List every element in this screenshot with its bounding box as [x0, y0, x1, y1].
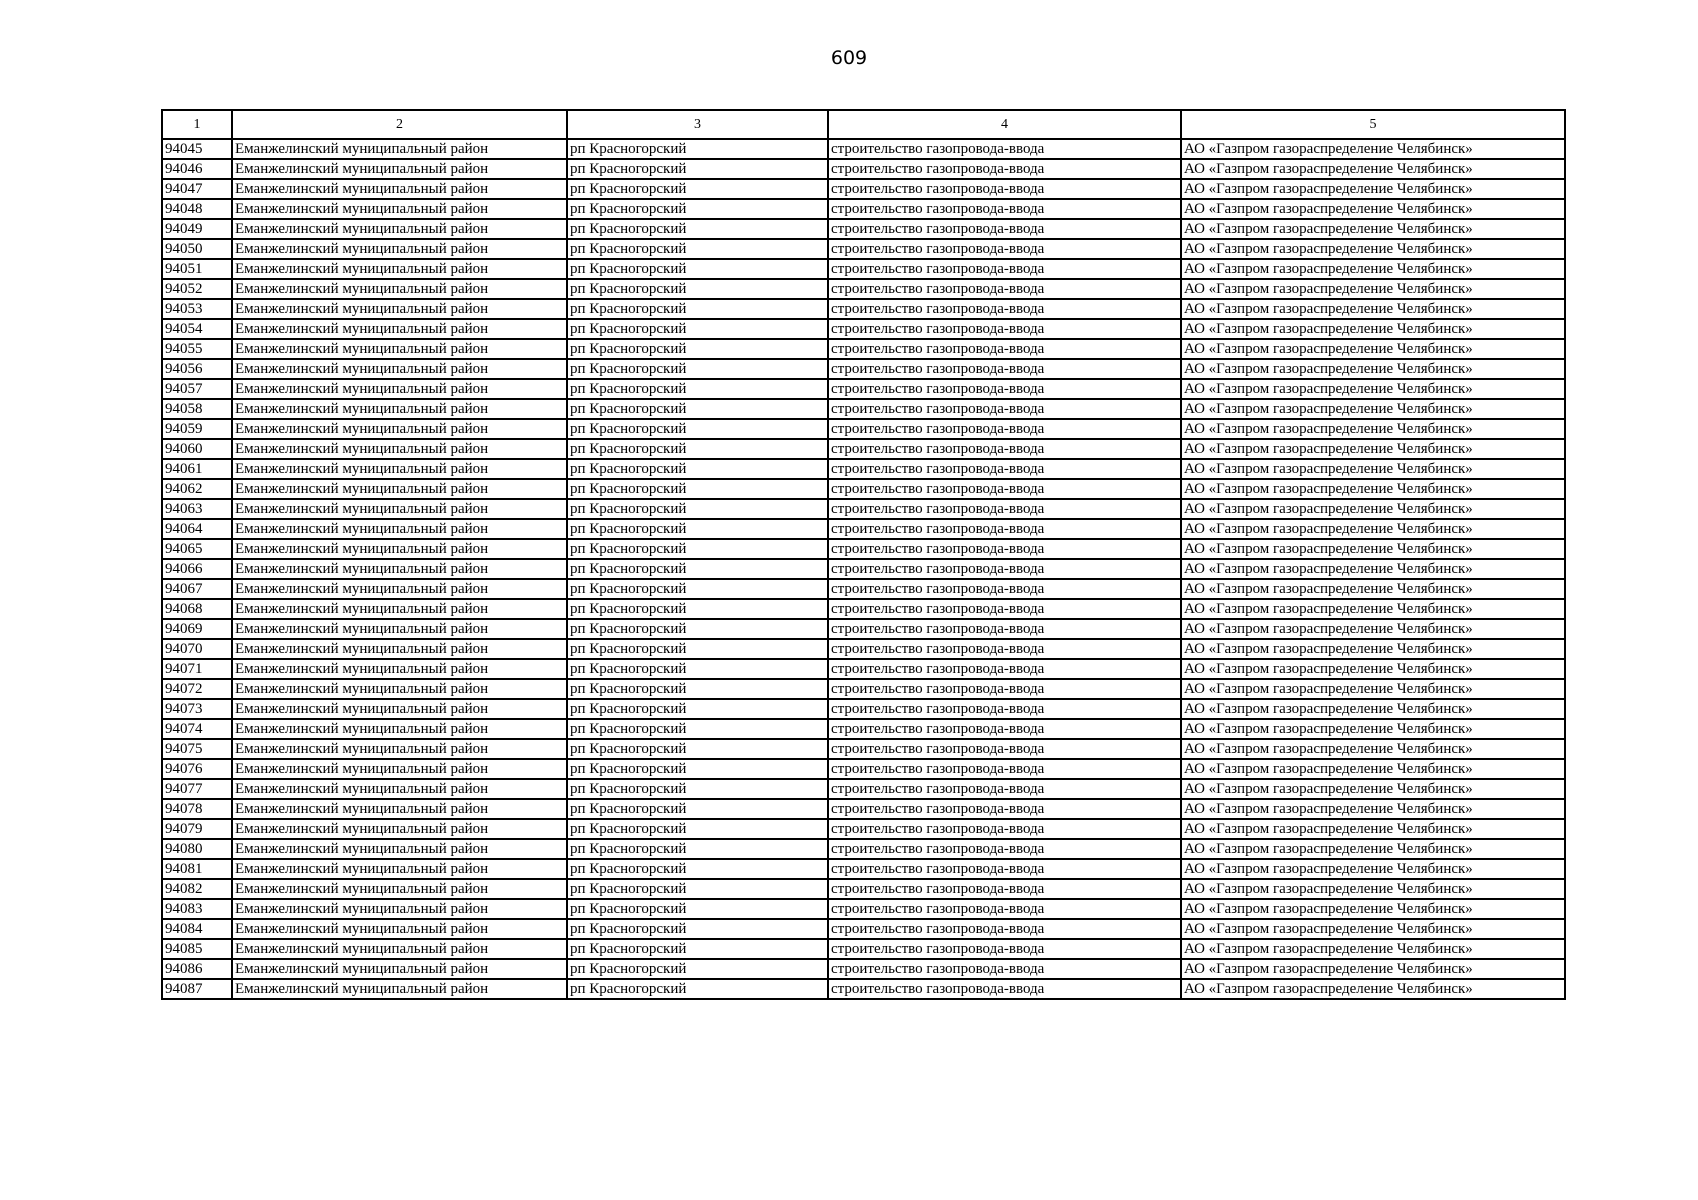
municipal-district-cell: Еманжелинский муниципальный район	[232, 739, 567, 759]
municipal-district-cell: Еманжелинский муниципальный район	[232, 459, 567, 479]
table-row	[162, 779, 1565, 799]
settlement-cell: рп Красногорский	[567, 459, 828, 479]
record-number-cell: 94071	[162, 659, 232, 679]
settlement-cell: рп Красногорский	[567, 419, 828, 439]
record-number-cell: 94075	[162, 739, 232, 759]
organization-cell: АО «Газпром газораспределение Челябинск»	[1181, 459, 1565, 479]
work-type-cell: строительство газопровода-ввода	[828, 779, 1181, 799]
record-number-cell: 94048	[162, 199, 232, 219]
settlement-cell: рп Красногорский	[567, 639, 828, 659]
record-number-cell: 94056	[162, 359, 232, 379]
work-type-cell: строительство газопровода-ввода	[828, 879, 1181, 899]
table-row	[162, 179, 1565, 199]
record-number-cell: 94051	[162, 259, 232, 279]
table-row	[162, 159, 1565, 179]
municipal-district-cell: Еманжелинский муниципальный район	[232, 559, 567, 579]
table-row	[162, 699, 1565, 719]
organization-cell: АО «Газпром газораспределение Челябинск»	[1181, 299, 1565, 319]
municipal-district-cell: Еманжелинский муниципальный район	[232, 539, 567, 559]
settlement-cell: рп Красногорский	[567, 219, 828, 239]
settlement-cell: рп Красногорский	[567, 299, 828, 319]
table-row	[162, 359, 1565, 379]
organization-cell: АО «Газпром газораспределение Челябинск»	[1181, 419, 1565, 439]
settlement-cell: рп Красногорский	[567, 379, 828, 399]
work-type-cell: строительство газопровода-ввода	[828, 299, 1181, 319]
work-type-cell: строительство газопровода-ввода	[828, 819, 1181, 839]
record-number-cell: 94063	[162, 499, 232, 519]
settlement-cell: рп Красногорский	[567, 959, 828, 979]
organization-cell: АО «Газпром газораспределение Челябинск»	[1181, 759, 1565, 779]
work-type-cell: строительство газопровода-ввода	[828, 979, 1181, 999]
table-row	[162, 979, 1565, 999]
record-number-cell: 94072	[162, 679, 232, 699]
organization-cell: АО «Газпром газораспределение Челябинск»	[1181, 519, 1565, 539]
municipal-district-cell: Еманжелинский муниципальный район	[232, 199, 567, 219]
municipal-district-cell: Еманжелинский муниципальный район	[232, 379, 567, 399]
organization-cell: АО «Газпром газораспределение Челябинск»	[1181, 339, 1565, 359]
table-row	[162, 879, 1565, 899]
work-type-cell: строительство газопровода-ввода	[828, 339, 1181, 359]
organization-cell: АО «Газпром газораспределение Челябинск»	[1181, 819, 1565, 839]
settlement-cell: рп Красногорский	[567, 279, 828, 299]
settlement-cell: рп Красногорский	[567, 179, 828, 199]
municipal-district-cell: Еманжелинский муниципальный район	[232, 219, 567, 239]
table-row	[162, 499, 1565, 519]
record-number-cell: 94073	[162, 699, 232, 719]
organization-cell: АО «Газпром газораспределение Челябинск»	[1181, 179, 1565, 199]
record-number-cell: 94069	[162, 619, 232, 639]
record-number-cell: 94067	[162, 579, 232, 599]
settlement-cell: рп Красногорский	[567, 679, 828, 699]
record-number-cell: 94049	[162, 219, 232, 239]
record-number-cell: 94086	[162, 959, 232, 979]
organization-cell: АО «Газпром газораспределение Челябинск»	[1181, 619, 1565, 639]
settlement-cell: рп Красногорский	[567, 739, 828, 759]
municipal-district-cell: Еманжелинский муниципальный район	[232, 299, 567, 319]
record-number-cell: 94079	[162, 819, 232, 839]
settlement-cell: рп Красногорский	[567, 759, 828, 779]
column-header-4: 4	[828, 110, 1181, 139]
settlement-cell: рп Красногорский	[567, 659, 828, 679]
record-number-cell: 94047	[162, 179, 232, 199]
settlement-cell: рп Красногорский	[567, 599, 828, 619]
organization-cell: АО «Газпром газораспределение Челябинск»	[1181, 259, 1565, 279]
settlement-cell: рп Красногорский	[567, 319, 828, 339]
municipal-district-cell: Еманжелинский муниципальный район	[232, 919, 567, 939]
record-number-cell: 94057	[162, 379, 232, 399]
work-type-cell: строительство газопровода-ввода	[828, 579, 1181, 599]
record-number-cell: 94062	[162, 479, 232, 499]
settlement-cell: рп Красногорский	[567, 979, 828, 999]
municipal-district-cell: Еманжелинский муниципальный район	[232, 899, 567, 919]
organization-cell: АО «Газпром газораспределение Челябинск»	[1181, 979, 1565, 999]
settlement-cell: рп Красногорский	[567, 919, 828, 939]
organization-cell: АО «Газпром газораспределение Челябинск»	[1181, 279, 1565, 299]
table-row	[162, 939, 1565, 959]
organization-cell: АО «Газпром газораспределение Челябинск»	[1181, 479, 1565, 499]
settlement-cell: рп Красногорский	[567, 559, 828, 579]
municipal-district-cell: Еманжелинский муниципальный район	[232, 159, 567, 179]
data-table	[161, 109, 1566, 1000]
municipal-district-cell: Еманжелинский муниципальный район	[232, 419, 567, 439]
settlement-cell: рп Красногорский	[567, 519, 828, 539]
work-type-cell: строительство газопровода-ввода	[828, 599, 1181, 619]
organization-cell: АО «Газпром газораспределение Челябинск»	[1181, 919, 1565, 939]
table-row	[162, 259, 1565, 279]
organization-cell: АО «Газпром газораспределение Челябинск»	[1181, 219, 1565, 239]
column-header-3: 3	[567, 110, 828, 139]
header-row	[162, 110, 1565, 139]
record-number-cell: 94084	[162, 919, 232, 939]
work-type-cell: строительство газопровода-ввода	[828, 479, 1181, 499]
settlement-cell: рп Красногорский	[567, 619, 828, 639]
organization-cell: АО «Газпром газораспределение Челябинск»	[1181, 959, 1565, 979]
page-number: 609	[830, 47, 868, 69]
settlement-cell: рп Красногорский	[567, 799, 828, 819]
work-type-cell: строительство газопровода-ввода	[828, 139, 1181, 159]
table-row	[162, 319, 1565, 339]
organization-cell: АО «Газпром газораспределение Челябинск»	[1181, 559, 1565, 579]
table-row	[162, 719, 1565, 739]
organization-cell: АО «Газпром газораспределение Челябинск»	[1181, 839, 1565, 859]
organization-cell: АО «Газпром газораспределение Челябинск»	[1181, 699, 1565, 719]
organization-cell: АО «Газпром газораспределение Челябинск»	[1181, 659, 1565, 679]
municipal-district-cell: Еманжелинский муниципальный район	[232, 659, 567, 679]
record-number-cell: 94081	[162, 859, 232, 879]
record-number-cell: 94070	[162, 639, 232, 659]
organization-cell: АО «Газпром газораспределение Челябинск»	[1181, 539, 1565, 559]
organization-cell: АО «Газпром газораспределение Челябинск»	[1181, 799, 1565, 819]
table-row	[162, 839, 1565, 859]
record-number-cell: 94055	[162, 339, 232, 359]
table-row	[162, 639, 1565, 659]
table-row	[162, 279, 1565, 299]
settlement-cell: рп Красногорский	[567, 819, 828, 839]
settlement-cell: рп Красногорский	[567, 239, 828, 259]
table-row	[162, 959, 1565, 979]
organization-cell: АО «Газпром газораспределение Челябинск»	[1181, 879, 1565, 899]
organization-cell: АО «Газпром газораспределение Челябинск»	[1181, 399, 1565, 419]
table-row	[162, 299, 1565, 319]
record-number-cell: 94050	[162, 239, 232, 259]
municipal-district-cell: Еманжелинский муниципальный район	[232, 579, 567, 599]
municipal-district-cell: Еманжелинский муниципальный район	[232, 359, 567, 379]
organization-cell: АО «Газпром газораспределение Челябинск»	[1181, 359, 1565, 379]
table-row	[162, 479, 1565, 499]
organization-cell: АО «Газпром газораспределение Челябинск»	[1181, 319, 1565, 339]
organization-cell: АО «Газпром газораспределение Челябинск»	[1181, 939, 1565, 959]
table-row	[162, 919, 1565, 939]
settlement-cell: рп Красногорский	[567, 159, 828, 179]
settlement-cell: рп Красногорский	[567, 539, 828, 559]
work-type-cell: строительство газопровода-ввода	[828, 359, 1181, 379]
record-number-cell: 94083	[162, 899, 232, 919]
record-number-cell: 94076	[162, 759, 232, 779]
record-number-cell: 94059	[162, 419, 232, 439]
record-number-cell: 94078	[162, 799, 232, 819]
record-number-cell: 94080	[162, 839, 232, 859]
work-type-cell: строительство газопровода-ввода	[828, 439, 1181, 459]
work-type-cell: строительство газопровода-ввода	[828, 199, 1181, 219]
municipal-district-cell: Еманжелинский муниципальный район	[232, 499, 567, 519]
settlement-cell: рп Красногорский	[567, 199, 828, 219]
settlement-cell: рп Красногорский	[567, 359, 828, 379]
settlement-cell: рп Красногорский	[567, 479, 828, 499]
municipal-district-cell: Еманжелинский муниципальный район	[232, 719, 567, 739]
organization-cell: АО «Газпром газораспределение Челябинск»	[1181, 719, 1565, 739]
work-type-cell: строительство газопровода-ввода	[828, 619, 1181, 639]
organization-cell: АО «Газпром газораспределение Челябинск»	[1181, 159, 1565, 179]
work-type-cell: строительство газопровода-ввода	[828, 959, 1181, 979]
municipal-district-cell: Еманжелинский муниципальный район	[232, 779, 567, 799]
table-row	[162, 519, 1565, 539]
municipal-district-cell: Еманжелинский муниципальный район	[232, 279, 567, 299]
municipal-district-cell: Еманжелинский муниципальный район	[232, 239, 567, 259]
record-number-cell: 94068	[162, 599, 232, 619]
settlement-cell: рп Красногорский	[567, 579, 828, 599]
table-body	[162, 139, 1565, 999]
work-type-cell: строительство газопровода-ввода	[828, 239, 1181, 259]
table-row	[162, 239, 1565, 259]
settlement-cell: рп Красногорский	[567, 859, 828, 879]
municipal-district-cell: Еманжелинский муниципальный район	[232, 179, 567, 199]
table-row	[162, 439, 1565, 459]
record-number-cell: 94065	[162, 539, 232, 559]
organization-cell: АО «Газпром газораспределение Челябинск»	[1181, 639, 1565, 659]
organization-cell: АО «Газпром газораспределение Челябинск»	[1181, 439, 1565, 459]
organization-cell: АО «Газпром газораспределение Челябинск»	[1181, 239, 1565, 259]
record-number-cell: 94082	[162, 879, 232, 899]
table-row	[162, 799, 1565, 819]
organization-cell: АО «Газпром газораспределение Челябинск»	[1181, 859, 1565, 879]
settlement-cell: рп Красногорский	[567, 939, 828, 959]
table-row	[162, 219, 1565, 239]
organization-cell: АО «Газпром газораспределение Челябинск»	[1181, 499, 1565, 519]
settlement-cell: рп Красногорский	[567, 399, 828, 419]
work-type-cell: строительство газопровода-ввода	[828, 799, 1181, 819]
organization-cell: АО «Газпром газораспределение Челябинск»	[1181, 599, 1565, 619]
municipal-district-cell: Еманжелинский муниципальный район	[232, 259, 567, 279]
record-number-cell: 94060	[162, 439, 232, 459]
table-row	[162, 199, 1565, 219]
work-type-cell: строительство газопровода-ввода	[828, 519, 1181, 539]
municipal-district-cell: Еманжелинский муниципальный район	[232, 979, 567, 999]
organization-cell: АО «Газпром газораспределение Челябинск»	[1181, 579, 1565, 599]
table-row	[162, 899, 1565, 919]
record-number-cell: 94061	[162, 459, 232, 479]
record-number-cell: 94074	[162, 719, 232, 739]
work-type-cell: строительство газопровода-ввода	[828, 459, 1181, 479]
municipal-district-cell: Еманжелинский муниципальный район	[232, 799, 567, 819]
table-row	[162, 579, 1565, 599]
work-type-cell: строительство газопровода-ввода	[828, 679, 1181, 699]
settlement-cell: рп Красногорский	[567, 499, 828, 519]
municipal-district-cell: Еманжелинский муниципальный район	[232, 939, 567, 959]
table-row	[162, 139, 1565, 159]
organization-cell: АО «Газпром газораспределение Челябинск»	[1181, 899, 1565, 919]
table-row	[162, 399, 1565, 419]
organization-cell: АО «Газпром газораспределение Челябинск»	[1181, 139, 1565, 159]
organization-cell: АО «Газпром газораспределение Челябинск»	[1181, 739, 1565, 759]
work-type-cell: строительство газопровода-ввода	[828, 659, 1181, 679]
settlement-cell: рп Красногорский	[567, 439, 828, 459]
table-row	[162, 459, 1565, 479]
record-number-cell: 94077	[162, 779, 232, 799]
work-type-cell: строительство газопровода-ввода	[828, 859, 1181, 879]
work-type-cell: строительство газопровода-ввода	[828, 379, 1181, 399]
work-type-cell: строительство газопровода-ввода	[828, 919, 1181, 939]
record-number-cell: 94066	[162, 559, 232, 579]
municipal-district-cell: Еманжелинский муниципальный район	[232, 519, 567, 539]
work-type-cell: строительство газопровода-ввода	[828, 639, 1181, 659]
settlement-cell: рп Красногорский	[567, 139, 828, 159]
table-row	[162, 679, 1565, 699]
municipal-district-cell: Еманжелинский муниципальный район	[232, 139, 567, 159]
table-row	[162, 739, 1565, 759]
table-row	[162, 659, 1565, 679]
work-type-cell: строительство газопровода-ввода	[828, 499, 1181, 519]
record-number-cell: 94064	[162, 519, 232, 539]
work-type-cell: строительство газопровода-ввода	[828, 719, 1181, 739]
work-type-cell: строительство газопровода-ввода	[828, 159, 1181, 179]
municipal-district-cell: Еманжелинский муниципальный район	[232, 839, 567, 859]
settlement-cell: рп Красногорский	[567, 899, 828, 919]
record-number-cell: 94045	[162, 139, 232, 159]
organization-cell: АО «Газпром газораспределение Челябинск»	[1181, 779, 1565, 799]
work-type-cell: строительство газопровода-ввода	[828, 319, 1181, 339]
municipal-district-cell: Еманжелинский муниципальный район	[232, 599, 567, 619]
work-type-cell: строительство газопровода-ввода	[828, 899, 1181, 919]
record-number-cell: 94058	[162, 399, 232, 419]
work-type-cell: строительство газопровода-ввода	[828, 259, 1181, 279]
work-type-cell: строительство газопровода-ввода	[828, 539, 1181, 559]
work-type-cell: строительство газопровода-ввода	[828, 699, 1181, 719]
municipal-district-cell: Еманжелинский муниципальный район	[232, 399, 567, 419]
municipal-district-cell: Еманжелинский муниципальный район	[232, 339, 567, 359]
settlement-cell: рп Красногорский	[567, 699, 828, 719]
work-type-cell: строительство газопровода-ввода	[828, 759, 1181, 779]
municipal-district-cell: Еманжелинский муниципальный район	[232, 619, 567, 639]
organization-cell: АО «Газпром газораспределение Челябинск»	[1181, 379, 1565, 399]
settlement-cell: рп Красногорский	[567, 259, 828, 279]
work-type-cell: строительство газопровода-ввода	[828, 839, 1181, 859]
municipal-district-cell: Еманжелинский муниципальный район	[232, 439, 567, 459]
work-type-cell: строительство газопровода-ввода	[828, 739, 1181, 759]
organization-cell: АО «Газпром газораспределение Челябинск»	[1181, 679, 1565, 699]
municipal-district-cell: Еманжелинский муниципальный район	[232, 859, 567, 879]
column-header-1: 1	[162, 110, 232, 139]
record-number-cell: 94087	[162, 979, 232, 999]
column-header-2: 2	[232, 110, 567, 139]
record-number-cell: 94046	[162, 159, 232, 179]
table-row	[162, 599, 1565, 619]
work-type-cell: строительство газопровода-ввода	[828, 559, 1181, 579]
work-type-cell: строительство газопровода-ввода	[828, 939, 1181, 959]
work-type-cell: строительство газопровода-ввода	[828, 419, 1181, 439]
record-number-cell: 94053	[162, 299, 232, 319]
municipal-district-cell: Еманжелинский муниципальный район	[232, 959, 567, 979]
municipal-district-cell: Еманжелинский муниципальный район	[232, 879, 567, 899]
municipal-district-cell: Еманжелинский муниципальный район	[232, 319, 567, 339]
table-row	[162, 419, 1565, 439]
municipal-district-cell: Еманжелинский муниципальный район	[232, 679, 567, 699]
municipal-district-cell: Еманжелинский муниципальный район	[232, 639, 567, 659]
work-type-cell: строительство газопровода-ввода	[828, 179, 1181, 199]
work-type-cell: строительство газопровода-ввода	[828, 279, 1181, 299]
record-number-cell: 94085	[162, 939, 232, 959]
work-type-cell: строительство газопровода-ввода	[828, 399, 1181, 419]
settlement-cell: рп Красногорский	[567, 719, 828, 739]
work-type-cell: строительство газопровода-ввода	[828, 219, 1181, 239]
record-number-cell: 94054	[162, 319, 232, 339]
table-row	[162, 539, 1565, 559]
settlement-cell: рп Красногорский	[567, 339, 828, 359]
municipal-district-cell: Еманжелинский муниципальный район	[232, 759, 567, 779]
table-row	[162, 759, 1565, 779]
table-header	[162, 110, 1565, 139]
table-row	[162, 559, 1565, 579]
organization-cell: АО «Газпром газораспределение Челябинск»	[1181, 199, 1565, 219]
table-row	[162, 859, 1565, 879]
municipal-district-cell: Еманжелинский муниципальный район	[232, 819, 567, 839]
column-header-5: 5	[1181, 110, 1565, 139]
municipal-district-cell: Еманжелинский муниципальный район	[232, 479, 567, 499]
municipal-district-cell: Еманжелинский муниципальный район	[232, 699, 567, 719]
table-row	[162, 619, 1565, 639]
table-row	[162, 339, 1565, 359]
settlement-cell: рп Красногорский	[567, 839, 828, 859]
table-row	[162, 819, 1565, 839]
record-number-cell: 94052	[162, 279, 232, 299]
table-row	[162, 379, 1565, 399]
settlement-cell: рп Красногорский	[567, 879, 828, 899]
settlement-cell: рп Красногорский	[567, 779, 828, 799]
